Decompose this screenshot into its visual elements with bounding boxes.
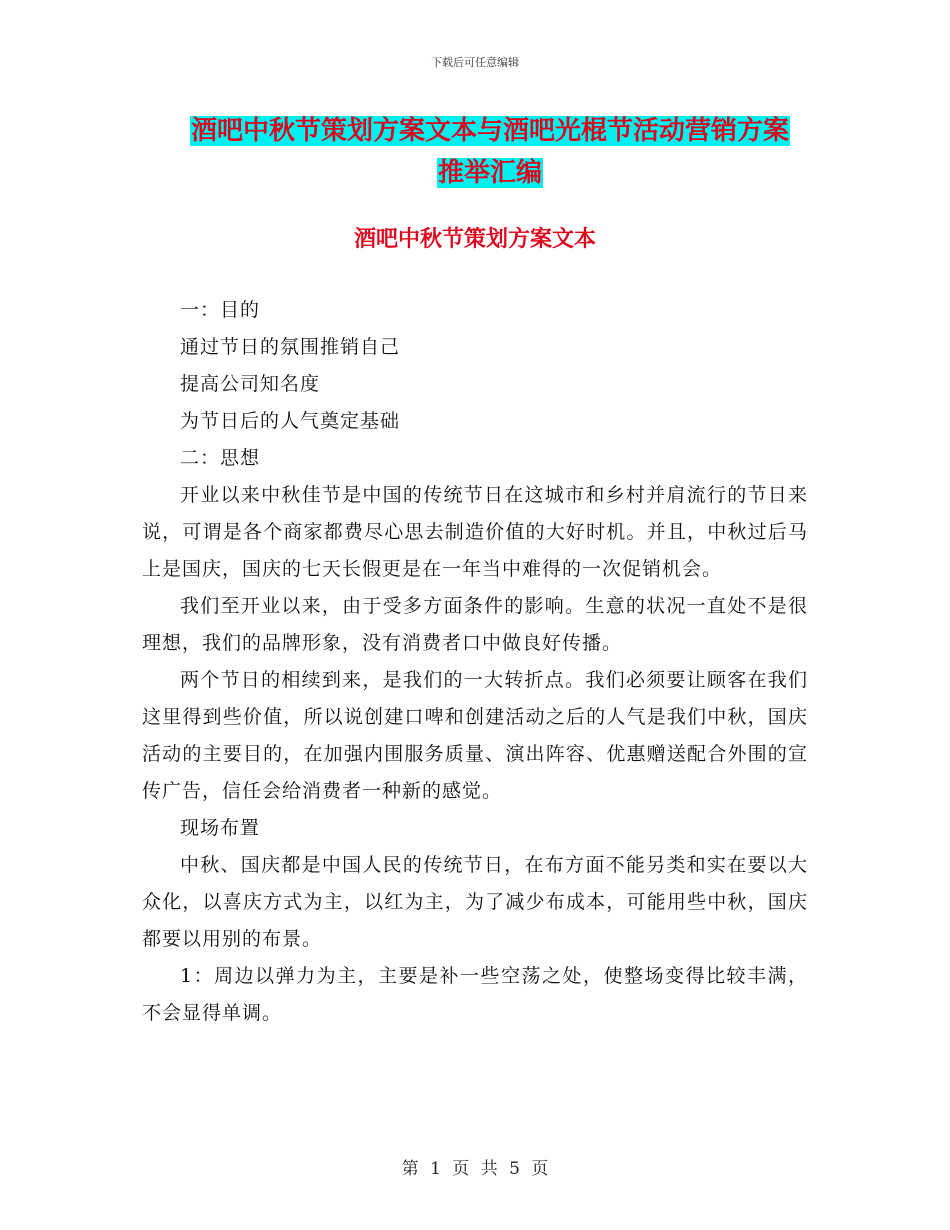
section-title: 酒吧中秋节策划方案文本: [353, 226, 596, 252]
paragraph: 1：周边以弹力为主，主要是补一些空荡之处，使整场变得比较丰满，不会显得单调。: [142, 965, 808, 1024]
document-title-line-1: 酒吧中秋节策划方案文本与酒吧光棍节活动营销方案: [190, 116, 789, 146]
page-number: 第 1 页 共 5 页: [401, 1159, 549, 1179]
paragraph: 中秋、国庆都是中国人民的传统节日，在布方面不能另类和实在要以大众化，以喜庆方式为主，以红为主，为了减少布成本，可能用些中秋，国庆都要以用别的布景。: [142, 854, 808, 950]
paragraph: 二：思想: [180, 447, 261, 469]
paragraph: 为节日后的人气奠定基础: [180, 410, 401, 432]
paragraph: 现场布置: [180, 817, 261, 839]
paragraph: 我们至开业以来，由于受多方面条件的影响。生意的状况一直处不是很理想，我们的品牌形象，没有消费者口中做良好传播。: [142, 595, 808, 654]
paragraph: 开业以来中秋佳节是中国的传统节日在这城市和乡村并肩流行的节日来说，可谓是各个商家都费尽心思去制造价值的大好时机。并且，中秋过后马上是国庆，国庆的七天长假更是在一年当中难得的一次促销机会。: [142, 484, 808, 580]
document-title-line-2: 推举汇编: [437, 158, 542, 188]
document-title: [140, 110, 840, 194]
paragraph: 一：目的: [180, 299, 261, 321]
paragraph: 提高公司知名度: [180, 373, 321, 395]
paragraph: 通过节日的氛围推销自己: [180, 336, 401, 358]
paragraph: 两个节日的相续到来，是我们的一大转折点。我们必须要让顾客在我们这里得到些价值，所以说创建口啤和创建活动之后的人气是我们中秋，国庆活动的主要目的，在加强内围服务质量、演出阵容、优惠赠送配合外围的宣传广告，信任会给消费者一种新的感觉。: [142, 669, 808, 802]
document-body: [142, 292, 808, 1032]
header-note: 下载后可任意编辑: [431, 56, 519, 69]
